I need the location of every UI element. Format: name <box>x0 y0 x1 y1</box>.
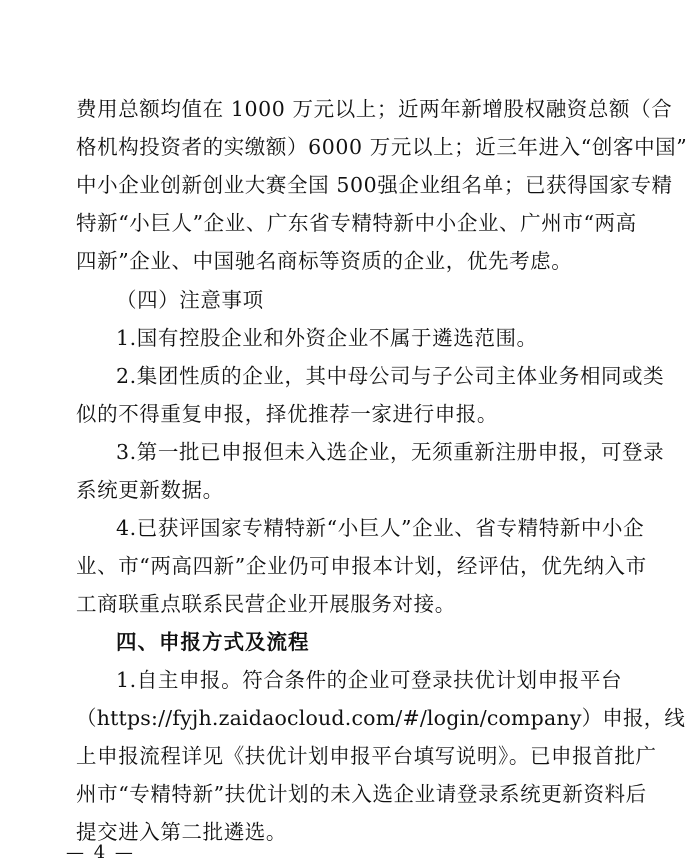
paragraph-line: 特新“小巨人”企业、广东省专精特新中小企业、广州市“两高 <box>76 211 637 235</box>
note-item-continuation: 系统更新数据。 <box>76 478 224 502</box>
process-item: 1.自主申报。符合条件的企业可登录扶优计划申报平台 <box>116 668 623 692</box>
paragraph-line: 中小企业创新创业大赛全国 500强企业组名单；已获得国家专精 <box>76 173 673 197</box>
paragraph-line: 费用总额均值在 1000 万元以上；近两年新增股权融资总额（合 <box>76 97 673 121</box>
process-item-continuation: 州市“专精特新”扶优计划的未入选企业请登录系统更新资料后 <box>76 782 647 806</box>
note-item-continuation: 工商联重点联系民营企业开展服务对接。 <box>76 592 456 616</box>
page-number: — 4 — <box>66 842 135 863</box>
note-item: 2.集团性质的企业，其中母公司与子公司主体业务相同或类 <box>116 364 665 388</box>
subsection-heading: （四）注意事项 <box>116 288 264 312</box>
note-item: 3.第一批已申报但未入选企业，无须重新注册申报，可登录 <box>116 440 665 464</box>
note-item-continuation: 业、市“两高四新”企业仍可申报本计划，经评估，优先纳入市 <box>76 554 647 578</box>
process-item-url-line: （https://fyjh.zaidaocloud.com/#/login/company）申报，线 <box>76 706 686 730</box>
note-item: 1.国有控股企业和外资企业不属于遴选范围。 <box>116 326 538 350</box>
process-item-continuation: 上申报流程详见《扶优计划申报平台填写说明》。已申报首批广 <box>76 744 657 768</box>
paragraph-line: 格机构投资者的实缴额）6000 万元以上；近三年进入“创客中国” <box>76 135 687 159</box>
process-item-continuation: 提交进入第二批遴选。 <box>76 820 287 844</box>
paragraph-line: 四新”企业、中国驰名商标等资质的企业，优先考虑。 <box>76 249 573 273</box>
note-item-continuation: 似的不得重复申报，择优推荐一家进行申报。 <box>76 402 498 426</box>
section-heading: 四、申报方式及流程 <box>116 630 310 654</box>
note-item: 4.已获评国家专精特新“小巨人”企业、省专精特新中小企 <box>116 516 645 540</box>
